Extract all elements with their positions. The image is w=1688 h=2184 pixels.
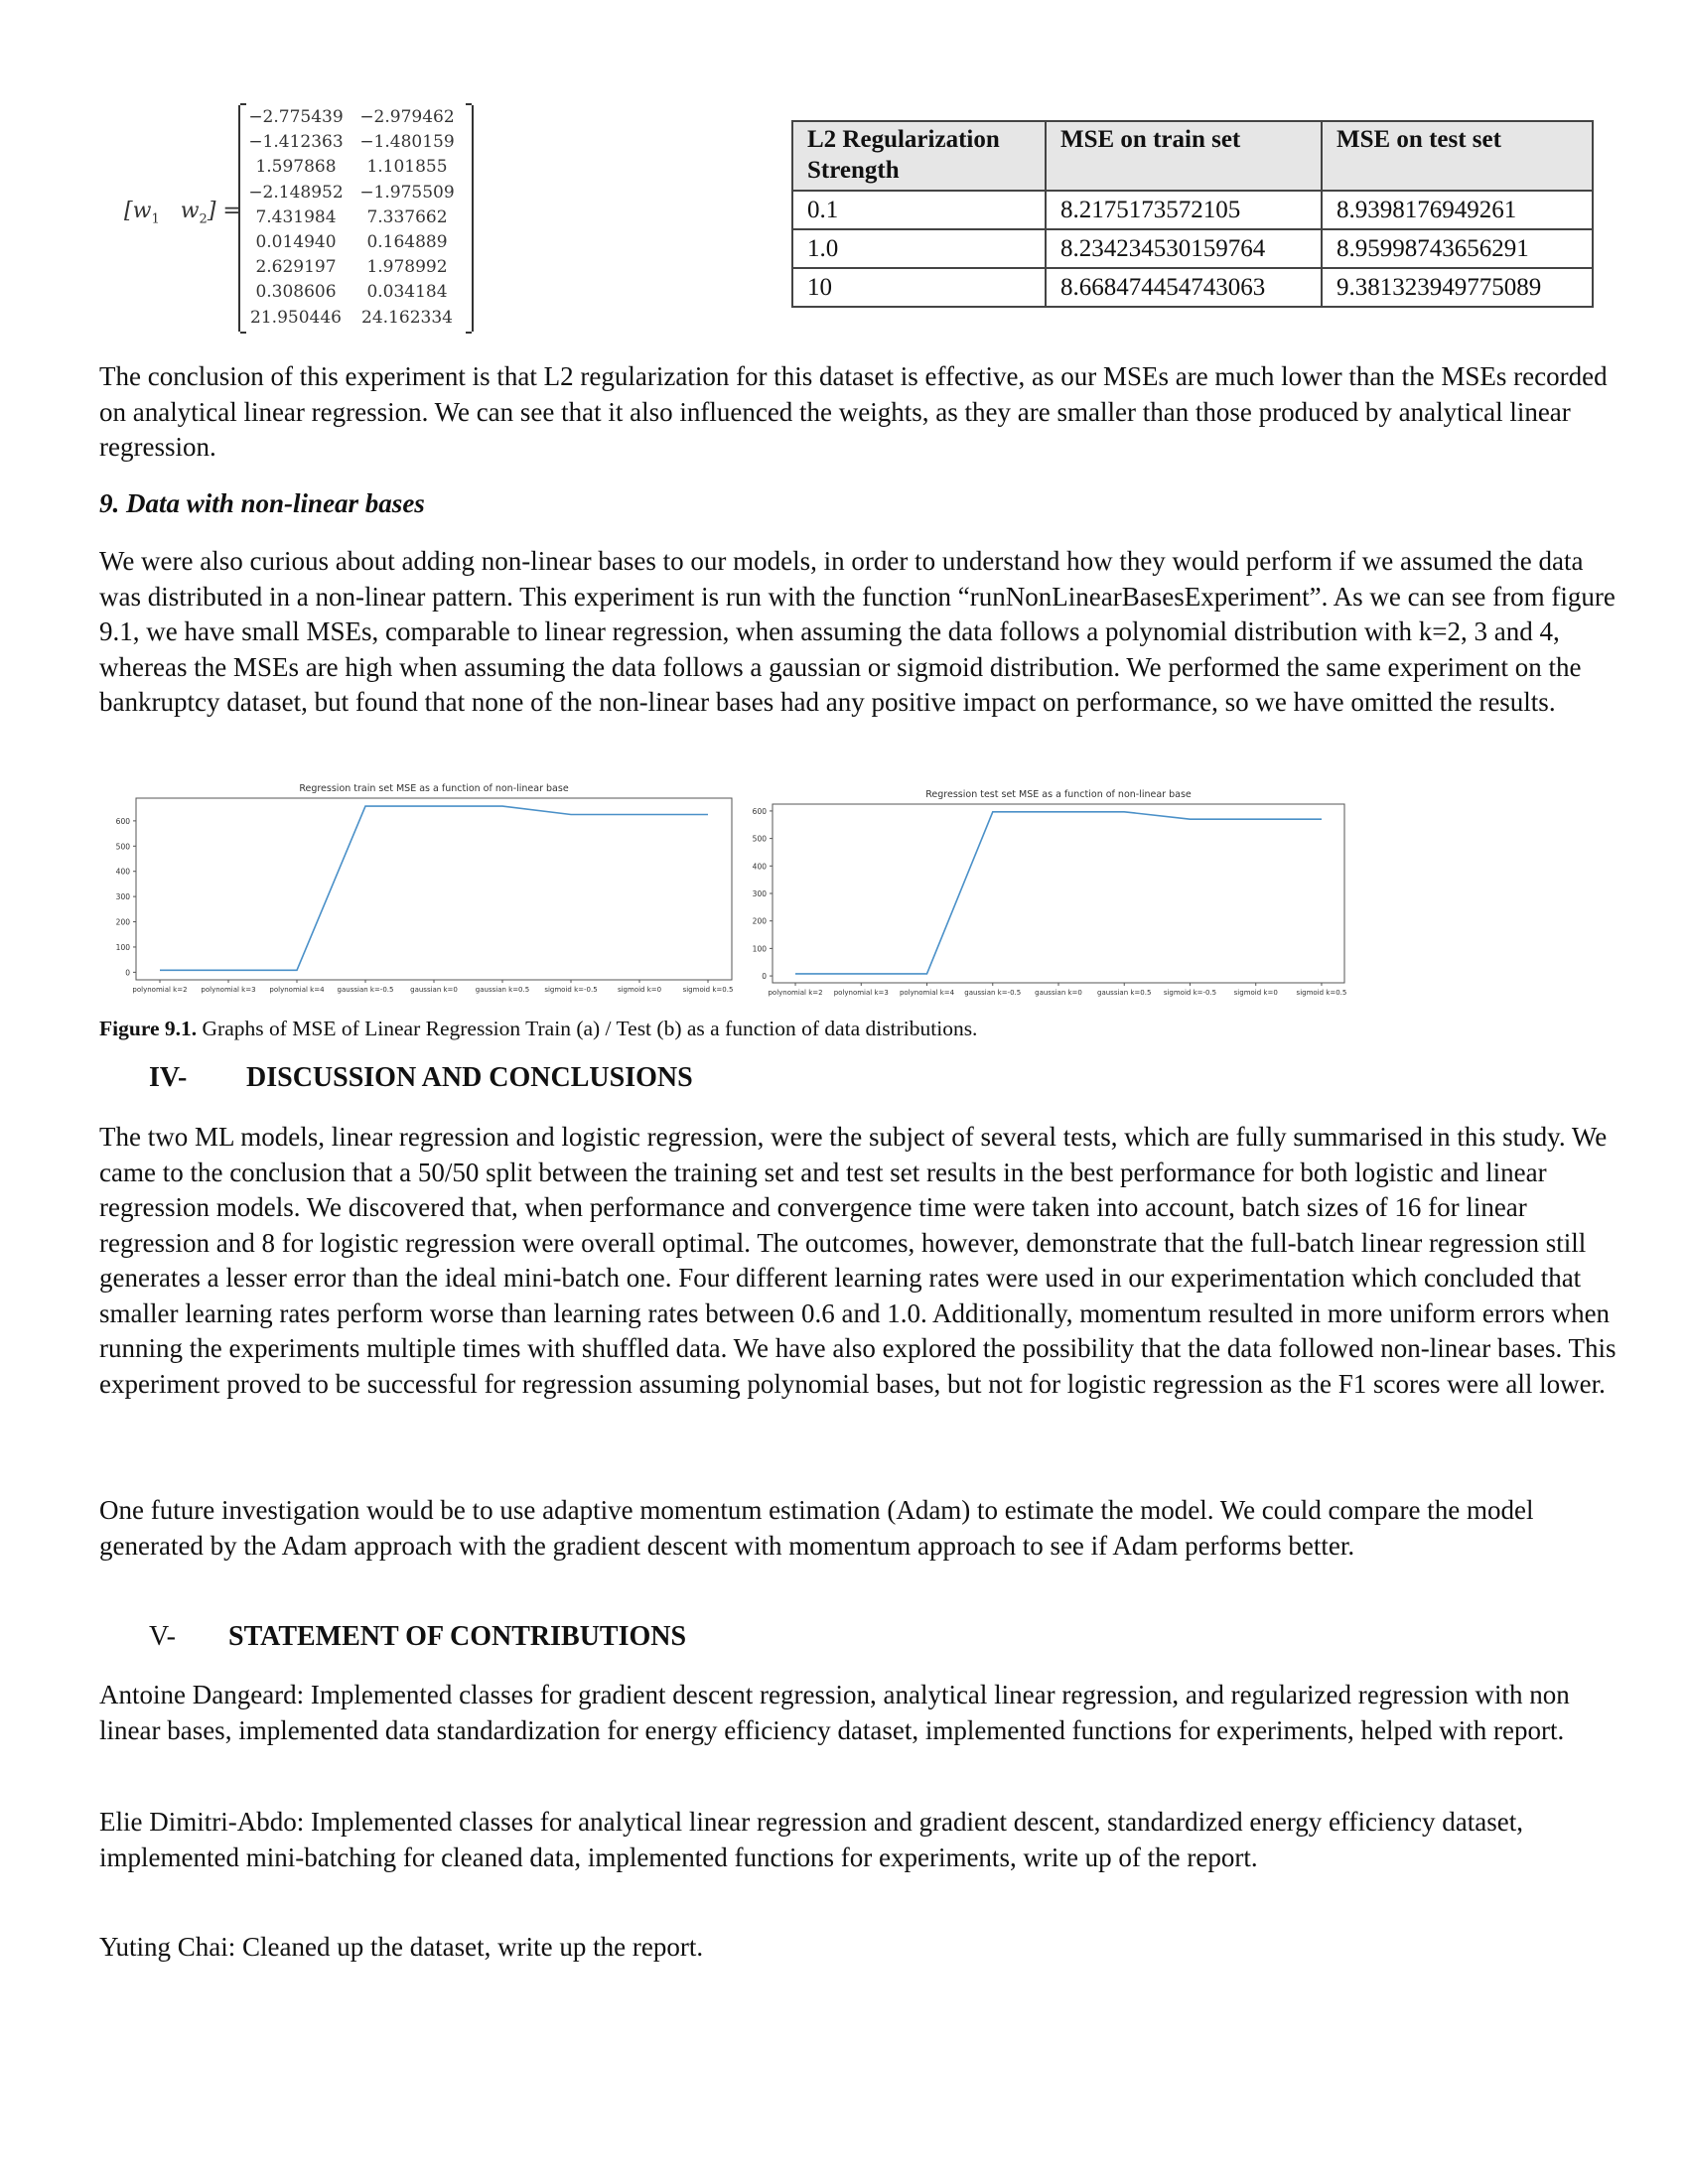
paragraph-future-work: One future investigation would be to use adaptive momentum estimation (Adam) to estimate the model. We could compare the model generated by the Adam approach with the gradient descent with momentum approach to see if Adam performs better. — [99, 1495, 1534, 1561]
x-tick-label: polynomial k=4 — [899, 989, 955, 997]
table-header: L2 Regularization Strength — [792, 121, 1046, 191]
x-tick-label: sigmoid k=0.5 — [1296, 989, 1347, 997]
matrix-row — [240, 105, 472, 130]
matrix-cell: 0.034184 — [366, 282, 448, 303]
chart-title: Regression test set MSE as a function of non-linear base — [925, 789, 1192, 800]
matrix-cell: 0.308606 — [255, 282, 337, 303]
matrix-cell: 0.164889 — [366, 231, 448, 252]
x-tick-label: gaussian k=0 — [1035, 989, 1082, 997]
section-5-number: V- — [149, 1621, 176, 1652]
table-cell: 8.9398176949261 — [1322, 191, 1593, 229]
paragraph-section-9: We were also curious about adding non-linear bases to our models, in order to understand how they would perform if we assumed the data was distributed in a non-linear pattern. This experiment is run with the function “runNonLinearBasesExperiment”. As we can see from figure 9.1, we have small MSEs, comparable to linear regression, when assuming the data follows a polynomial distribution with k=2, 3 and 4, whereas the MSEs are high when assuming the data follows a gaussian or sigmoid distribution. We performed the same experiment on the bankruptcy dataset, but found that none of the non-linear bases had any positive impact on performance, so we have omitted the results. — [99, 546, 1616, 717]
mse-line — [160, 806, 708, 970]
weight-matrix — [124, 99, 501, 338]
table-header: MSE on train set — [1046, 121, 1322, 191]
x-tick-label: gaussian k=-0.5 — [964, 989, 1022, 997]
matrix-row — [240, 155, 472, 180]
table-cell: 8.234234530159764 — [1046, 229, 1322, 268]
x-tick-label: polynomial k=4 — [269, 986, 325, 994]
matrix-cell: 1.597868 — [255, 157, 337, 178]
y-tick-label: 100 — [752, 944, 767, 954]
table-cell: 8.2175173572105 — [1046, 191, 1322, 229]
matrix-row — [240, 205, 472, 230]
contribution-antoine: Antoine Dangeard: Implemented classes for gradient descent regression, analytical linear regression, and regularized regression with non linear bases, implemented data standardization for energy efficiency dataset, implemented functions for experiments, helped with report. — [99, 1680, 1570, 1745]
chart-test-mse — [743, 787, 1348, 1001]
matrix-cell: 7.337662 — [366, 206, 448, 227]
y-tick-label: 500 — [115, 842, 130, 852]
mse-line — [795, 812, 1322, 974]
x-tick-label: sigmoid k=0 — [1233, 989, 1278, 997]
y-tick-label: 0 — [762, 972, 767, 982]
matrix-cell: −1.412363 — [248, 132, 344, 153]
y-tick-label: 300 — [115, 892, 130, 902]
table-row — [792, 191, 1593, 229]
x-tick-label: gaussian k=0.5 — [1097, 989, 1152, 997]
section-4-heading: DISCUSSION AND CONCLUSIONS — [246, 1062, 693, 1093]
matrix-lhs: [$w_1$ $w_2$] = — [124, 199, 241, 227]
matrix-cell: −1.480159 — [359, 132, 455, 153]
table-cell: 10 — [792, 268, 1046, 307]
x-tick-label: polynomial k=2 — [132, 986, 188, 994]
test-mse-line-chart — [743, 787, 1348, 1001]
x-tick-label: gaussian k=0.5 — [475, 986, 530, 994]
matrix-body — [238, 105, 474, 332]
matrix-row — [240, 230, 472, 255]
table-cell: 8.95998743656291 — [1322, 229, 1593, 268]
x-tick-label: sigmoid k=-0.5 — [544, 986, 598, 994]
y-tick-label: 300 — [752, 889, 767, 898]
chart-title: Regression train set MSE as a function of non-linear base — [299, 783, 569, 794]
table-cell: 9.381323949775089 — [1322, 268, 1593, 307]
y-tick-label: 600 — [752, 806, 767, 816]
matrix-cell: 0.014940 — [255, 231, 337, 252]
y-tick-label: 500 — [752, 834, 767, 844]
matrix-row — [240, 255, 472, 280]
matrix-cell: 1.978992 — [366, 257, 448, 278]
figure-caption — [99, 1017, 977, 1041]
matrix-cell: 1.101855 — [366, 157, 448, 178]
table-header-row — [792, 121, 1593, 191]
y-tick-label: 400 — [115, 867, 130, 877]
figure-caption-label: Figure 9.1. — [99, 1017, 198, 1040]
plot-frame — [136, 798, 732, 980]
matrix-row — [240, 280, 472, 305]
contribution-elie: Elie Dimitri-Abdo: Implemented classes for analytical linear regression and gradient descent, standardized energy efficiency dataset, implemented mini-batching for cleaned data, implemented functions for experiments, write up of the report. — [99, 1807, 1523, 1872]
section-4-number: IV- — [149, 1062, 188, 1093]
x-tick-label: sigmoid k=0 — [617, 986, 662, 994]
section-9-heading: 9. Data with non-linear bases — [99, 488, 425, 518]
matrix-row — [240, 130, 472, 155]
x-tick-label: gaussian k=0 — [410, 986, 458, 994]
matrix-cell: 24.162334 — [361, 307, 453, 328]
matrix-cell: −2.775439 — [248, 107, 344, 127]
matrix-cell: −1.975509 — [359, 182, 455, 203]
x-tick-label: gaussian k=-0.5 — [337, 986, 394, 994]
table-row — [792, 268, 1593, 307]
matrix-cell: 21.950446 — [250, 307, 342, 328]
plot-frame — [773, 804, 1344, 983]
l2-regularization-table — [791, 120, 1594, 308]
x-tick-label: polynomial k=3 — [833, 989, 889, 997]
figure-caption-text: Graphs of MSE of Linear Regression Train (a) / Test (b) as a function of data distributions. — [197, 1017, 978, 1040]
chart-train-mse — [99, 774, 735, 998]
table-header: MSE on test set — [1322, 121, 1593, 191]
y-tick-label: 100 — [115, 942, 130, 952]
table-cell: 0.1 — [792, 191, 1046, 229]
y-tick-label: 200 — [752, 916, 767, 926]
section-5-heading: STATEMENT OF CONTRIBUTIONS — [228, 1621, 687, 1652]
x-tick-label: sigmoid k=-0.5 — [1163, 989, 1217, 997]
y-tick-label: 0 — [125, 968, 130, 978]
paragraph-discussion: The two ML models, linear regression and logistic regression, were the subject of several tests, which are fully summarised in this study. We came to the conclusion that a 50/50 split between the training set and test set results in the best performance for both logistic and linear regression models. We discovered that, when performance and convergence time were taken into account, batch sizes of 16 for linear regression and 8 for logistic regression were overall optimal. The outcomes, however, demonstrate that the full-batch linear regression still generates a lesser error than the ideal mini-batch one. Four different learning rates were used in our experimentation which concluded that smaller learning rates perform worse than learning rates between 0.6 and 1.0. Additionally, momentum resulted in more uniform errors when running the experiments multiple times with shuffled data. We have also explored the possibility that the data followed non-linear bases. This experiment proved to be successful for regression assuming polynomial bases, but not for logistic regression as the F1 scores were all lower. — [99, 1122, 1617, 1399]
y-tick-label: 400 — [752, 862, 767, 872]
contribution-yuting: Yuting Chai: Cleaned up the dataset, write up the report. — [99, 1932, 704, 1962]
matrix-cell: 7.431984 — [255, 206, 337, 227]
matrix-row — [240, 181, 472, 205]
x-tick-label: polynomial k=3 — [201, 986, 256, 994]
x-tick-label: sigmoid k=0.5 — [682, 986, 734, 994]
matrix-row — [240, 306, 472, 331]
y-tick-label: 200 — [115, 917, 130, 927]
paragraph-l2-conclusion: The conclusion of this experiment is that L2 regularization for this dataset is effective, as our MSEs are much lower than the MSEs recorded on analytical linear regression. We can see that it also influenced the weights, as they are smaller than those produced by analytical linear regression. — [99, 361, 1608, 462]
matrix-cell: −2.979462 — [359, 107, 455, 127]
table-cell: 1.0 — [792, 229, 1046, 268]
matrix-cell: −2.148952 — [248, 182, 344, 203]
train-mse-line-chart — [99, 774, 735, 998]
y-tick-label: 600 — [115, 816, 130, 826]
table-row — [792, 229, 1593, 268]
x-tick-label: polynomial k=2 — [768, 989, 823, 997]
matrix-cell: 2.629197 — [255, 257, 337, 278]
table-cell: 8.668474454743063 — [1046, 268, 1322, 307]
